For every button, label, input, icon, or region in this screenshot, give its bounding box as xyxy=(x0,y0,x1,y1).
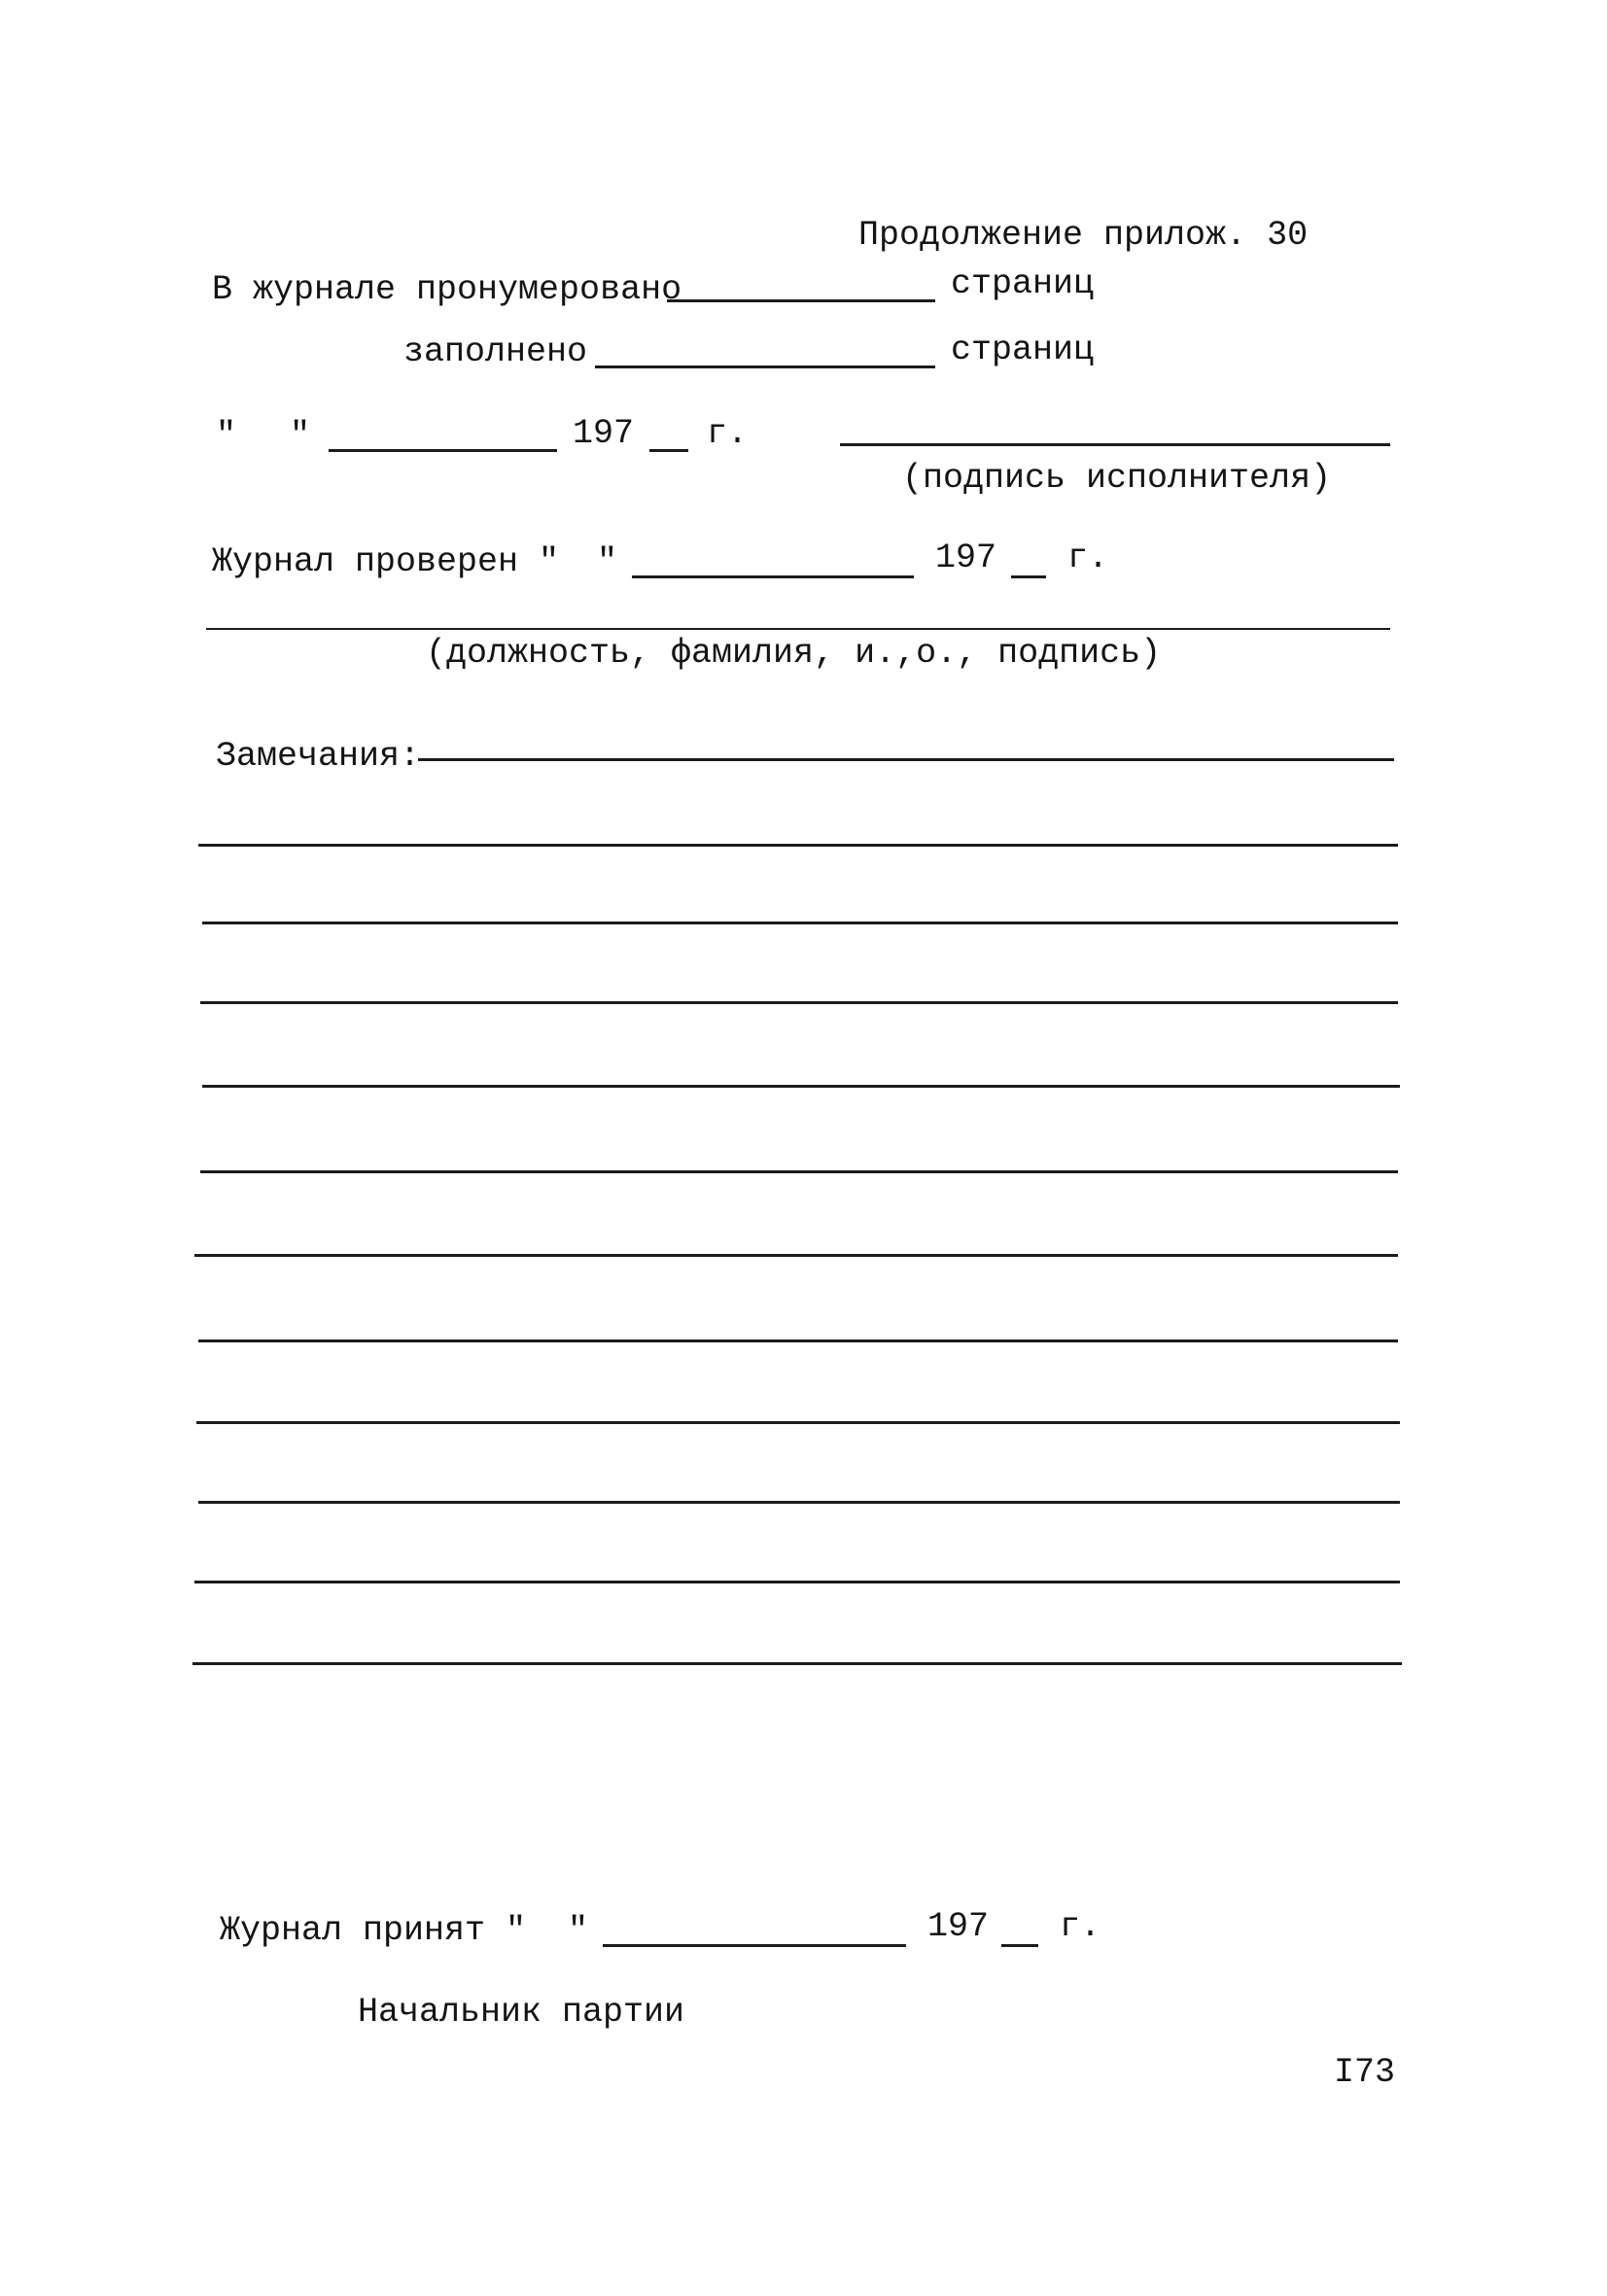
filled-pages-field[interactable] xyxy=(595,365,935,368)
page-number: I73 xyxy=(1334,2053,1396,2092)
journal-checked-year: 197 xyxy=(935,539,997,577)
journal-checked-signature-field[interactable] xyxy=(206,628,1390,630)
journal-checked-caption: (должность, фамилия, и.,о., подпись) xyxy=(426,634,1162,673)
executor-date-year: 197 xyxy=(573,414,635,453)
journal-checked-year-unit: г. xyxy=(1067,539,1109,577)
remarks-line-6[interactable] xyxy=(200,1170,1398,1173)
remarks-line-2[interactable] xyxy=(198,844,1398,847)
executor-date-year-field[interactable] xyxy=(649,449,688,452)
filled-pages-label: заполнено xyxy=(403,332,588,371)
executor-signature-field[interactable] xyxy=(840,443,1390,446)
remarks-line-10[interactable] xyxy=(198,1501,1400,1504)
journal-accepted-label: Журнал принят " xyxy=(220,1911,527,1950)
journal-accepted-year: 197 xyxy=(927,1907,990,1946)
journal-accepted-date-field[interactable] xyxy=(603,1944,906,1947)
journal-checked-label: Журнал проверен " xyxy=(212,542,560,581)
filled-pages-unit: страниц xyxy=(951,330,1095,369)
remarks-line-1[interactable] xyxy=(418,758,1394,761)
remarks-line-7[interactable] xyxy=(194,1254,1398,1257)
remarks-line-4[interactable] xyxy=(200,1001,1398,1004)
numbered-pages-unit: страниц xyxy=(951,264,1095,303)
journal-checked-date-field[interactable] xyxy=(632,575,914,578)
remarks-line-12[interactable] xyxy=(192,1662,1402,1665)
remarks-line-8[interactable] xyxy=(198,1339,1398,1342)
remarks-line-11[interactable] xyxy=(194,1581,1400,1583)
journal-checked-close-quote: " xyxy=(597,542,618,581)
remarks-line-3[interactable] xyxy=(202,922,1398,924)
remarks-label: Замечания: xyxy=(216,737,421,776)
journal-accepted-year-unit: г. xyxy=(1060,1907,1101,1946)
executor-date-close-quote: " xyxy=(290,416,311,455)
numbered-pages-label: В журнале пронумеровано xyxy=(212,270,682,309)
appendix-label: Продолжение прилож. 30 xyxy=(858,216,1309,255)
executor-date-year-unit: г. xyxy=(707,414,749,453)
executor-date-day-field[interactable] xyxy=(329,449,557,452)
numbered-pages-field[interactable] xyxy=(667,299,935,302)
remarks-line-5[interactable] xyxy=(202,1085,1400,1088)
journal-accepted-year-field[interactable] xyxy=(1001,1944,1038,1947)
executor-date-open-quote: " xyxy=(216,416,237,455)
journal-accepted-close-quote: " xyxy=(568,1911,589,1950)
executor-signature-caption: (подпись исполнителя) xyxy=(902,459,1332,498)
remarks-line-9[interactable] xyxy=(196,1421,1400,1424)
journal-checked-year-field[interactable] xyxy=(1011,575,1046,578)
party-chief-label: Начальник партии xyxy=(358,1993,685,2032)
